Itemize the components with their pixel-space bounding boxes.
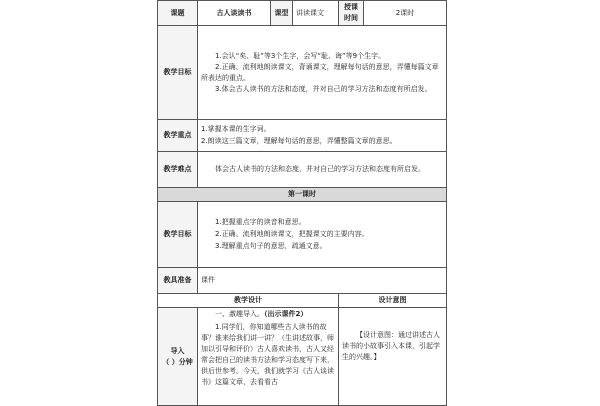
intro-title: 一、激趣导入。 [215,310,264,318]
intent-content [339,308,447,406]
prep-value: 课件 [198,268,447,294]
time-value: 2课时 [364,1,447,26]
type-value: 讲读课文 [293,1,339,26]
goals-item-3: 3.体会古人读书的方法和态度，并对自己的学习方法和态度有所启发。 [215,84,432,93]
intro-label: 导入 [170,346,185,355]
period-goal-3: 3.理解重点句子的意思，疏通文意。 [215,241,327,250]
intro-label-cell [158,308,198,406]
goals-item-1: 1.会认“矣、耻”等3个生字，会写“耻、诲”等9个生字。 [215,51,386,60]
difficulty-content [198,152,447,188]
title-label: 课题 [158,1,198,26]
period-goals-content [198,202,447,268]
goals-item-2: 2.正确、流利地朗读课文，背诵课文，理解每句话的意思，弄懂每篇文章所表达的重点。 [201,62,439,82]
focus-item-1: 1.掌握本课的生字词。 [201,124,271,133]
intro-title-note: （出示课件2） [264,310,308,318]
intent-header: 设计意图 [339,294,447,308]
intent-text: 【设计意图：通过讲述古人读书的小故事引入本课，引起学生的兴趣。】 [342,331,440,361]
title-value: 古人谈读书 [198,1,271,26]
period-goal-1: 1.把握重点字的读音和意思。 [215,217,306,226]
period-heading: 第一课时 [158,188,447,202]
header-row [158,1,447,26]
period-goals-row [158,202,447,268]
difficulty-row [158,152,447,188]
minutes-label: （ ）分钟 [162,357,193,366]
intro-text: 1.同学们，你知道哪些古人读书的故事？谁来给我们讲一讲？（生讲述故事，师加以引导和评价）古人喜欢读书，古人又经常会把自己的读书方法和学习态度写下来，供后世参考。今天，我们就学习《古人谈读书》这篇文章，去看看古 [201,323,334,386]
difficulty-label: 教学难点 [158,152,198,188]
focus-item-2: 2.朗读这三篇文章，理解每句话的意思，弄懂整篇文章的意思。 [201,136,397,145]
intro-title-line [201,309,335,320]
intro-row [158,308,447,406]
goals-row [158,26,447,120]
period-heading-row [158,188,447,202]
prep-row [158,268,447,294]
focus-row [158,120,447,152]
time-label: 授课时间 [339,1,364,26]
focus-label: 教学重点 [158,120,198,152]
intro-content [198,308,339,406]
lesson-plan-table [157,0,447,406]
period-goals-label: 教学目标 [158,202,198,268]
prep-label: 教具准备 [158,268,198,294]
goals-content [198,26,447,120]
goals-label: 教学目标 [158,26,198,120]
type-label: 课型 [271,1,293,26]
period-goal-2: 2.正确、流利地朗读课文，把握课文的主要内容。 [215,229,369,238]
design-header: 教学设计 [158,294,339,308]
difficulty-text: 体会古人读书的方法和态度，并对自己的学习方法和态度有所启发。 [215,165,425,173]
focus-content [198,120,447,152]
design-header-row [158,294,447,308]
